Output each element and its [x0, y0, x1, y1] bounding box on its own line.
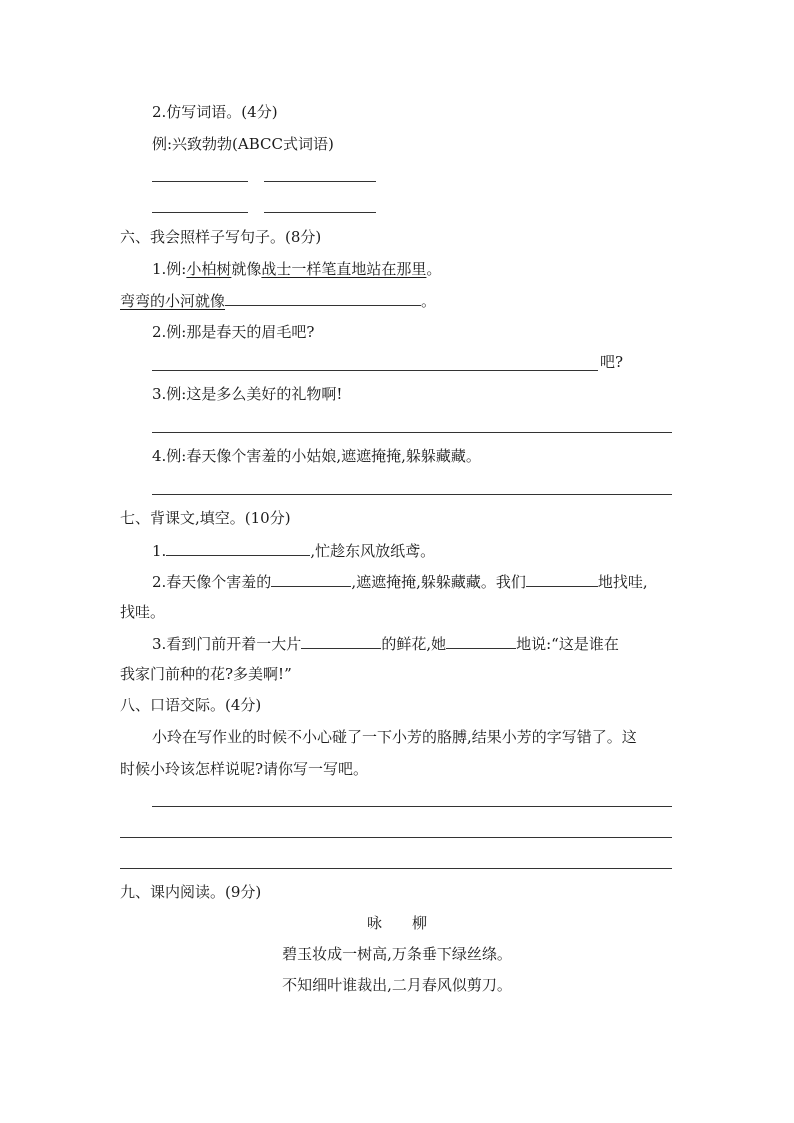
q7-item3: [152, 633, 619, 654]
q6-item2-example: 2.例:那是春天的眉毛吧?: [152, 323, 315, 341]
answer-line[interactable]: [152, 432, 672, 433]
q8-prompt-line1: 小玲在写作业的时候不小心碰了一下小芳的胳膊,结果小芳的字写错了。这: [152, 728, 637, 746]
q7-item1-text: ,忙趁东风放纸鸢。: [310, 542, 436, 560]
poem-line-2: 不知细叶谁裁出,二月春风似剪刀。: [282, 976, 512, 994]
q7-item3-d: 我家门前种的花?多美啊!”: [120, 665, 292, 683]
answer-blank[interactable]: [264, 181, 376, 182]
q6-item1-example: [152, 259, 441, 279]
answer-blank[interactable]: [301, 633, 381, 649]
q7-item1-num: 1.: [152, 542, 167, 560]
q6-item1-prompt-row: [120, 290, 436, 311]
q7-item3-c: 地说:“这是谁在: [516, 635, 619, 653]
answer-line[interactable]: [152, 494, 672, 495]
q6-item2-suffix: 吧?: [600, 353, 624, 371]
q7-item2-d: 找哇。: [120, 603, 166, 621]
answer-blank[interactable]: [166, 540, 310, 556]
q6-item1-prompt-end: 。: [421, 292, 437, 310]
q6-item1-prefix: 1.例:: [152, 260, 187, 278]
q6-item1-prompt: 弯弯的小河就像: [120, 292, 226, 310]
q6-item1-end: 。: [426, 260, 442, 278]
answer-blank[interactable]: [526, 571, 598, 587]
answer-blank[interactable]: [152, 212, 248, 213]
q6-item1-compare: 战士一样笔直地站在那里: [261, 260, 427, 278]
q7-item3-a: 3.看到门前开着一大片: [152, 635, 302, 653]
poem-title: 咏 柳: [366, 914, 427, 932]
answer-blank[interactable]: [152, 181, 248, 182]
q7-item1: [152, 540, 435, 561]
section-8-heading: 八、口语交际。(4分): [120, 696, 262, 714]
q6-item4-example: 4.例:春天像个害羞的小姑娘,遮遮掩掩,躲躲藏藏。: [152, 447, 481, 465]
section-6-heading: 六、我会照样子写句子。(8分): [120, 228, 322, 246]
q5-2-title: 2.仿写词语。(4分): [152, 103, 278, 121]
answer-blank[interactable]: [271, 571, 351, 587]
answer-line[interactable]: [120, 837, 672, 838]
section-9-heading: 九、课内阅读。(9分): [120, 883, 262, 901]
q8-prompt-line2: 时候小玲该怎样说呢?请你写一写吧。: [120, 760, 369, 778]
q6-item1-subject: 小柏树: [186, 260, 232, 278]
answer-line[interactable]: [152, 806, 672, 807]
answer-blank[interactable]: [264, 212, 376, 213]
answer-line[interactable]: [152, 370, 598, 371]
answer-blank[interactable]: [225, 290, 421, 306]
poem-line-1: 碧玉妆成一树高,万条垂下绿丝绦。: [282, 945, 512, 963]
q7-item2: [152, 571, 648, 592]
q6-item1-mid: 就像: [231, 260, 262, 278]
section-7-heading: 七、背课文,填空。(10分): [120, 509, 291, 527]
answer-line[interactable]: [120, 868, 672, 869]
q7-item2-b: ,遮遮掩掩,躲躲藏藏。我们: [351, 573, 526, 591]
q6-item3-example: 3.例:这是多么美好的礼物啊!: [152, 385, 343, 403]
q7-item3-b: 的鲜花,她: [381, 635, 447, 653]
q7-item2-a: 2.春天像个害羞的: [152, 573, 272, 591]
q5-2-example: 例:兴致勃勃(ABCC式词语): [152, 135, 334, 153]
q7-item2-c: 地找哇,: [597, 573, 648, 591]
answer-blank[interactable]: [446, 633, 516, 649]
